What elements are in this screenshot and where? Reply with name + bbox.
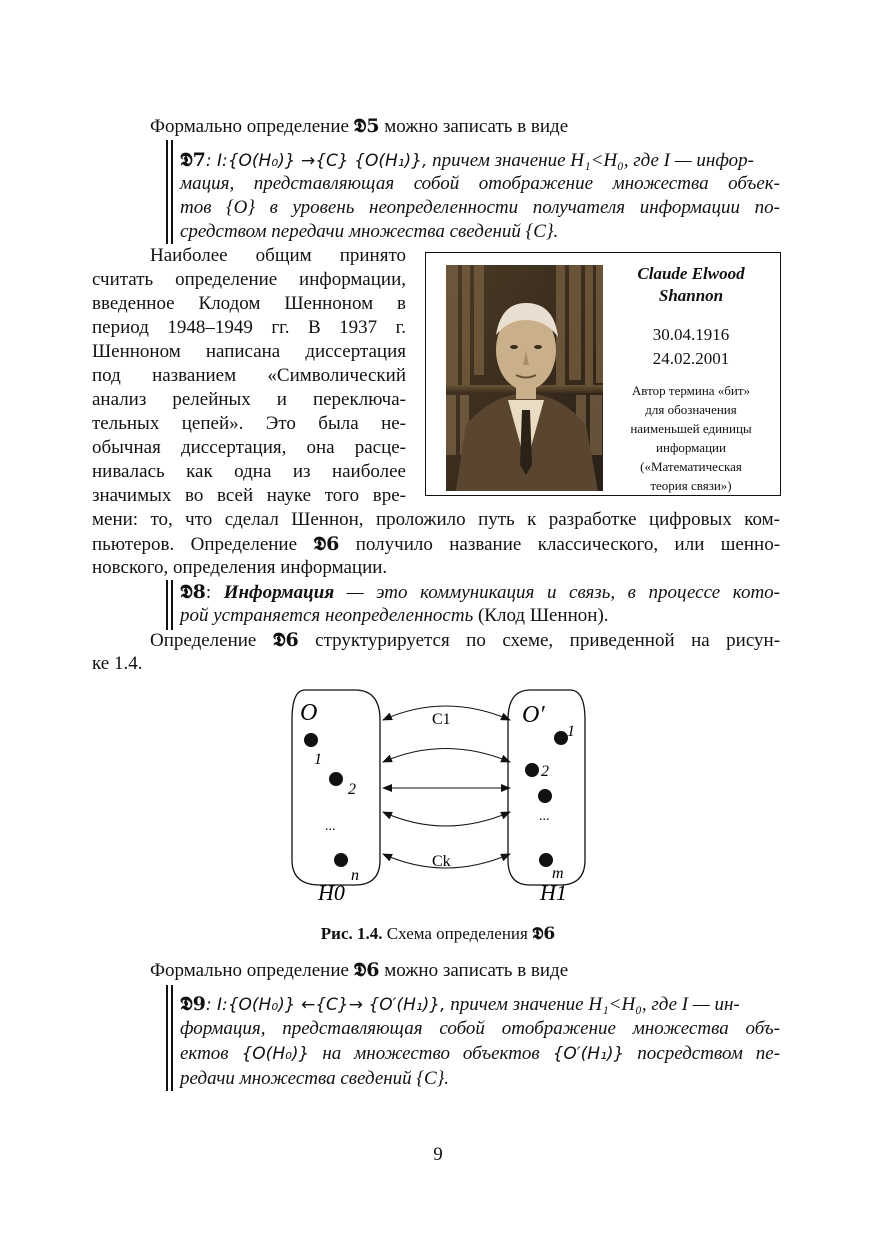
- d7-text-2: мация, представляющая собой отображение множества объек-: [180, 173, 780, 194]
- d9-text-2: формация, представляющая собой отображение множества объ-: [180, 1018, 780, 1039]
- portrait-note-line: информации: [656, 440, 726, 455]
- figure-caption-text: Схема определения: [382, 924, 528, 943]
- label-right-dots: ...: [539, 809, 550, 824]
- para2-text: Определение: [150, 630, 257, 651]
- intro2-text-end: можно записать в виде: [384, 960, 569, 981]
- d9-set-o-prime: {O′(H₁)}: [552, 1044, 625, 1064]
- para1-text: Шенноном написана диссертация: [92, 341, 406, 362]
- d8-sep: :: [205, 582, 212, 603]
- intro-text: Формально определение: [150, 116, 349, 137]
- label-left-dots: ...: [325, 819, 336, 834]
- para1-text: Наиболее общим принято: [150, 245, 406, 266]
- portrait-name-1: Claude Elwood: [637, 264, 745, 283]
- d9-line-4: [180, 1067, 449, 1091]
- d9-set-o: {O(H₀)}: [241, 1044, 310, 1064]
- arrow-4: [383, 812, 510, 826]
- d6-mark: 𝕯6: [272, 629, 299, 651]
- label-o: O: [300, 700, 318, 726]
- para1-cont-text: пьютеров. Определение: [92, 534, 298, 555]
- d8-author: (Клод Шеннон).: [477, 605, 609, 626]
- intro-d6-line: [150, 958, 568, 983]
- d9-text-4: редачи множества сведений {C}.: [180, 1068, 450, 1089]
- page-number: 9: [433, 1144, 443, 1165]
- label-h0: H0: [318, 880, 345, 905]
- figure-caption-label: Рис. 1.4.: [320, 924, 383, 943]
- portrait-died: 24.02.2001: [652, 349, 730, 368]
- portrait-name-2: Shannon: [658, 286, 724, 305]
- d9-text-3a: ектов: [180, 1043, 229, 1064]
- d8-text-1: — это коммуникация и связь, в процессе кото-: [334, 582, 780, 603]
- label-right-1: 1: [567, 723, 575, 740]
- label-left-2: 2: [348, 781, 356, 798]
- d9-mark: 𝕯9: [180, 993, 206, 1015]
- d8-text-2: рой устраняется неопределенность: [180, 605, 474, 626]
- d7-text-3: тов {O} в уровень неопределенности получателя информации по-: [180, 197, 780, 218]
- para1-text: считать определение информации,: [92, 269, 406, 290]
- para1-text: введенное Клодом Шенноном в: [92, 293, 406, 314]
- dot-left-1: [304, 733, 318, 747]
- d9-text-3e: посредством пе-: [637, 1043, 781, 1064]
- label-ck: Ck: [432, 853, 451, 870]
- d5-mark: 𝕯5: [353, 115, 380, 137]
- para2-text: структурируется по схеме, приведенной на рисун-: [315, 630, 781, 651]
- d7-text-1: причем значение H₁<H₀, где I — инфор-: [432, 150, 754, 171]
- para1-text: тельных цепей». Это была не-: [92, 413, 406, 434]
- dot-left-n: [334, 853, 348, 867]
- para1-text: период 1948–1949 гг. В 1937 г.: [92, 317, 406, 338]
- portrait-note-line: теория связи»): [650, 478, 732, 493]
- para1-text: анализ релейных и переключа-: [92, 389, 406, 410]
- portrait-note-line: наименьшей единицы: [630, 421, 752, 436]
- d8-mark: 𝕯8: [180, 581, 206, 603]
- portrait-note-line: для обозначения: [645, 402, 737, 417]
- d9-bar-outer: [166, 985, 168, 1091]
- para2-text: ке 1.4.: [92, 653, 143, 674]
- figure-caption: [0, 924, 876, 944]
- portrait-note-line: Автор термина «бит»: [631, 383, 751, 398]
- label-o-prime: O′: [522, 702, 545, 728]
- para1-cont-text: новского, определения информации.: [92, 557, 388, 578]
- d6-mark: 𝕯6: [313, 533, 340, 555]
- arrow-2: [383, 749, 510, 763]
- dot-right-1: [554, 731, 568, 745]
- dot-right-m: [539, 853, 553, 867]
- d9-text-1: причем значение H₁<H₀, где I — ин-: [450, 994, 740, 1015]
- d9-bar-inner: [171, 985, 173, 1091]
- d9-line-1: [180, 992, 740, 1017]
- d7-text-4: средством передачи множества сведений {C}.: [180, 221, 559, 242]
- d9-text-3c: на множество объектов: [322, 1043, 540, 1064]
- d9-line-3: [180, 1042, 780, 1066]
- para1-text: обычная диссертация, она расце-: [92, 437, 406, 458]
- d6-mark: 𝕯6: [353, 959, 380, 981]
- para1-text: под названием «Символический: [92, 365, 406, 386]
- para1-cont-text: получило название классического, или шенно-: [355, 534, 781, 555]
- label-left-n: n: [351, 867, 359, 884]
- figure-caption-mark: 𝕯6: [532, 924, 556, 944]
- label-right-2: 2: [541, 763, 549, 780]
- label-h1: H1: [540, 880, 567, 905]
- para1-text: нивалась как одна из наиболее: [92, 461, 406, 482]
- para1-cont-text: мени: то, что сделал Шеннон, проложило путь к разработке цифровых ком-: [92, 509, 780, 530]
- portrait-born: 30.04.1916: [652, 325, 730, 344]
- d8-term: Информация: [223, 582, 335, 603]
- d7-formula: : I:{O(H₀)} →{C} {O(H₁)},: [205, 151, 428, 171]
- dot-right-3: [538, 789, 552, 803]
- d7-mark: 𝕯7: [180, 149, 206, 171]
- d9-formula: : I:{O(H₀)} ←{C}→ {O′(H₁)},: [205, 995, 446, 1015]
- intro2-text: Формально определение: [150, 960, 349, 981]
- dot-right-2: [525, 763, 539, 777]
- label-right-m: m: [552, 865, 564, 882]
- label-left-1: 1: [314, 751, 322, 768]
- intro-text-end: можно записать в виде: [384, 116, 569, 137]
- dot-left-2: [329, 772, 343, 786]
- para1-text: значимых во всей науке того вре-: [92, 485, 406, 506]
- label-c1: C1: [432, 711, 451, 728]
- d9-line-2: [180, 1017, 780, 1041]
- portrait-note-line: («Математическая: [640, 459, 742, 474]
